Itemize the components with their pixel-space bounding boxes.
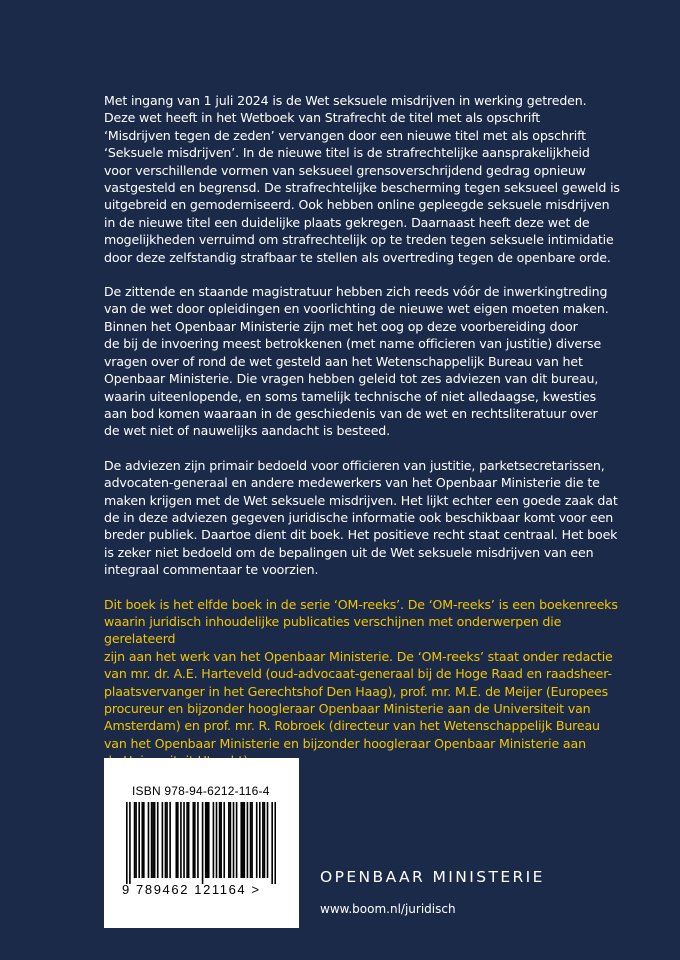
barcode-bar — [223, 802, 225, 878]
barcode-bar — [264, 802, 266, 878]
barcode-bar — [192, 802, 194, 878]
barcode-bar — [230, 802, 232, 878]
magistracy-paragraph: De zittende en staande magistratuur hebben zich reeds vóór de inwerkingtreding van de wet door opleidingen en voorlichting de nieuwe wet eigen moeten maken. Binnen het Openbaar Ministerie zijn met het oog op deze voorbereiding door de bij de invoering meest betrokkenen (met name officieren van justitie) diverse vragen over of rond de wet gesteld aan het Wetenschappelijk Bureau van het Openbaar Ministerie. Die vragen hebben geleid tot zes adviezen van dit bureau, waarin uiteenlopende, en soms tamelijk technische of niet alledaagse, kwesties aan bod komen waaraan in de geschiedenis van de wet en rechtsliteratuur over de wet niet of nauwelijks aandacht is besteed. — [104, 284, 609, 439]
barcode-bar — [135, 802, 137, 878]
barcode-bar — [220, 802, 222, 878]
barcode-bar — [180, 802, 182, 878]
barcode-bar — [148, 802, 150, 878]
barcode-bar — [242, 802, 244, 878]
barcode-bar — [216, 802, 218, 878]
barcode-bar — [259, 802, 261, 878]
barcode-bar — [236, 802, 238, 878]
barcode-bar — [183, 802, 185, 878]
barcode-bar — [233, 802, 235, 878]
barcode-bar — [165, 802, 167, 878]
barcode-bar — [152, 802, 154, 878]
barcode-bar — [188, 802, 190, 878]
barcode-bar — [126, 802, 128, 884]
barcode-bar — [213, 802, 215, 878]
barcode-bar — [262, 802, 264, 878]
barcode-bar — [143, 802, 145, 878]
barcode-bar — [274, 802, 276, 884]
barcode-bar — [154, 802, 156, 878]
barcode-bar — [141, 802, 143, 878]
series-note: Dit boek is het elfde boek in de serie ‘OM-reeks’. De ‘OM-reeks’ is een boekenreeks waarin juridisch inhoudelijke publicaties verschijnen met onderwerpen die gerelateerd zijn aan het werk van het Openbaar Ministerie. De ‘OM-reeks’ staat onder redactie van mr. dr. A.E. Harteveld (oud-advocaat-generaal bij de Hoge Raad en raadsheer- plaatsvervanger in het Gerechtshof Den Haag), prof. mr. M.E. de Meijer (Europees procureur en bijzonder hoogleraar Openbaar Ministerie aan de Universiteit van Amsterdam) en prof. mr. R. Robroek (directeur van het Wetenschappelijk Bureau van het Openbaar Ministerie en bijzonder hoogleraar Openbaar Ministerie aan — [104, 596, 618, 751]
barcode-bar — [228, 802, 230, 878]
barcode-bar — [157, 802, 159, 878]
barcode-bar — [205, 802, 207, 878]
barcode-panel — [104, 758, 299, 928]
publisher-website: www.boom.nl/juridisch — [320, 902, 456, 916]
barcode-bar — [134, 802, 136, 878]
barcode-bar — [250, 802, 252, 878]
barcode-bar — [169, 802, 171, 878]
barcode-bar — [271, 802, 273, 884]
barcode-bar — [247, 802, 249, 878]
barcode-bar — [151, 802, 153, 878]
barcode-bar — [208, 802, 210, 878]
barcode-bar — [202, 802, 204, 884]
barcode-bar — [256, 802, 258, 878]
barcode-bar — [166, 802, 168, 878]
barcode-bar — [129, 802, 131, 884]
advice-paragraph: De adviezen zijn primair bedoeld voor officieren van justitie, parketsecretarissen, advocaten-generaal en andere medewerkers van het Openbaar Ministerie die te maken krijgen met de Wet seksuele misdrijven. Het lijkt echter een goede zaak dat de in deze adviezen gegeven juridische informatie ook beschikbaar komt voor een breder publiek. Daartoe dient dit boek. Het positieve recht staat centraal. Het boek is zeker niet bedoeld om de bepalingen uit de Wet seksuele misdrijven van een integraal commentaar te voorzien. — [104, 457, 618, 578]
barcode-bar — [186, 802, 188, 878]
barcode-bar — [197, 802, 199, 878]
isbn-label: ISBN 978-94-6212-116-4 — [132, 784, 270, 798]
barcode-digits: 9 789462 121164 > — [122, 882, 261, 897]
barcode-bar — [175, 802, 177, 878]
publisher-logo: OPENBAAR MINISTERIE — [320, 868, 545, 886]
barcode-bar — [162, 802, 164, 878]
barcode-bar — [267, 802, 269, 878]
ean13-barcode-icon — [126, 802, 276, 884]
barcode-bar — [194, 802, 196, 878]
intro-paragraph: Met ingang van 1 juli 2024 is de Wet seksuele misdrijven in werking getreden. Deze wet heeft in het Wetboek van Strafrecht de titel met als opschrift ‘Misdrijven tegen de zeden’ vervangen door een nieuwe titel met als opschrift ‘Seksuele misdrijven’. In de nieuwe titel is de strafrechtelijke aansprakelijkheid voor verschillende vormen van seksueel grensoverschrijdend gedrag opnieuw vastgesteld en begrensd. De strafrechtelijke bescherming tegen seksueel geweld is uitgebreid en gemoderniseerd. Ook hebben online gepleegde seksuele misdrijven in de nieuwe titel een duidelijke plaats gekregen. Daarnaast heeft deze wet de mogelijkheden verruimd om strafrechtelijk op te treden tegen seksuele intimidatie door deze zelfstandig strafbaar te stellen als overtreding tegen de openbare orde. — [104, 93, 620, 265]
barcode-bar — [251, 802, 253, 878]
barcode-bar — [206, 802, 208, 878]
back-cover-text — [104, 92, 624, 787]
barcode-bar — [138, 802, 140, 878]
barcode-bar — [244, 802, 246, 878]
barcode-bar — [177, 802, 179, 878]
barcode-bar — [240, 802, 242, 878]
barcode-bar — [219, 802, 221, 878]
